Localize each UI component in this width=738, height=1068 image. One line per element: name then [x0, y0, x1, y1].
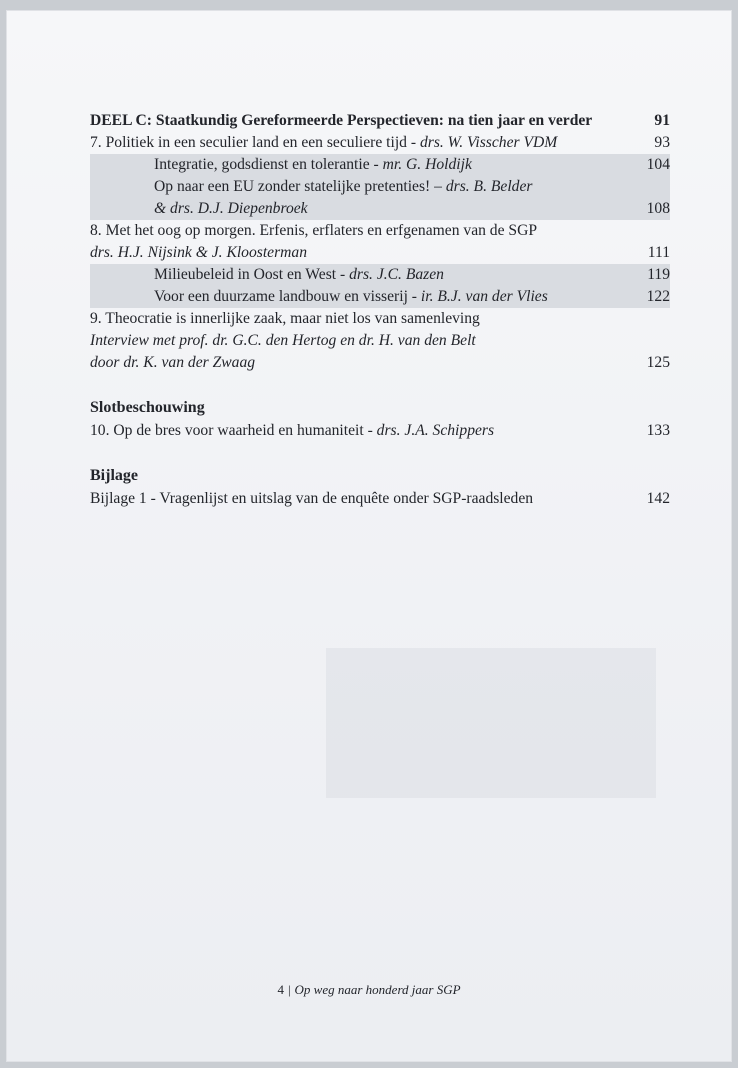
page-footer	[6, 982, 732, 998]
toc-entry-8-authors[interactable]	[90, 242, 670, 264]
toc-author: drs. B. Belder	[445, 178, 533, 195]
section-heading-bijlage: Bijlage	[90, 467, 138, 484]
section-heading-slotbeschouwing: Slotbeschouwing	[90, 399, 205, 416]
toc-entry-9[interactable]	[90, 308, 670, 330]
footer-separator: |	[287, 982, 291, 997]
show-through-band	[326, 648, 656, 798]
toc-entry-8a[interactable]	[90, 264, 670, 286]
toc-entry-8[interactable]	[90, 220, 670, 242]
toc-author: mr. G. Holdijk	[382, 156, 472, 173]
toc-title: DEEL C: Staatkundig Gereformeerde Perspectieven: na tien jaar en verder	[90, 112, 593, 129]
toc-entry-bijlage-1[interactable]	[90, 488, 670, 510]
toc-page-number: 91	[654, 112, 670, 129]
toc-title: 9. Theocratie is innerlijke zaak, maar niet los van samenleving	[90, 310, 480, 327]
toc-page-number: 104	[646, 156, 670, 173]
toc-author: ir. B.J. van der Vlies	[420, 288, 548, 305]
footer-book-title: Op weg naar honderd jaar SGP	[294, 982, 461, 997]
toc-title: Integratie, godsdienst en tolerantie - mr. G. Holdijk	[154, 156, 472, 173]
toc-title: Op naar een EU zonder statelijke pretenties! – drs. B. Belder	[154, 178, 533, 195]
toc-page-number: 122	[646, 288, 670, 305]
toc-page-number: 133	[646, 422, 670, 439]
toc-author: Interview met prof. dr. G.C. den Hertog en dr. H. van den Belt	[90, 332, 476, 349]
toc-author: drs. J.C. Bazen	[349, 266, 444, 283]
toc-page-number: 125	[646, 354, 670, 371]
toc-entry-7b[interactable]	[90, 176, 670, 198]
footer-page-number: 4	[277, 982, 284, 997]
table-of-contents	[90, 110, 670, 510]
toc-entry-10[interactable]	[90, 420, 670, 442]
toc-entry-7a[interactable]	[90, 154, 670, 176]
toc-page-number: 93	[654, 134, 670, 151]
toc-entry-7b-continued[interactable]	[90, 198, 670, 220]
toc-page-number: 142	[646, 490, 670, 507]
toc-entry-7[interactable]	[90, 132, 670, 154]
toc-title: Bijlage 1 - Vragenlijst en uitslag van de enquête onder SGP-raadsleden	[90, 490, 534, 507]
toc-entry-9-interview[interactable]	[90, 330, 670, 352]
toc-shaded-group	[90, 154, 670, 220]
toc-entry-9-author[interactable]	[90, 352, 670, 374]
toc-author: drs. W. Visscher VDM	[419, 134, 558, 151]
toc-shaded-group	[90, 264, 670, 308]
toc-title: 7. Politiek in een seculier land en een seculiere tijd - drs. W. Visscher VDM	[90, 134, 558, 151]
page	[6, 10, 732, 1062]
toc-title: 10. Op de bres voor waarheid en humaniteit - drs. J.A. Schippers	[90, 422, 495, 439]
toc-page-number: 108	[646, 200, 670, 217]
toc-title: Voor een duurzame landbouw en visserij - ir. B.J. van der Vlies	[154, 288, 548, 305]
toc-author: drs. H.J. Nijsink & J. Kloosterman	[90, 244, 308, 261]
toc-author: door dr. K. van der Zwaag	[90, 354, 256, 371]
toc-author: & drs. D.J. Diepenbroek	[154, 200, 308, 217]
toc-title: Milieubeleid in Oost en West - drs. J.C. Bazen	[154, 266, 444, 283]
toc-title: 8. Met het oog op morgen. Erfenis, erflaters en erfgenamen van de SGP	[90, 222, 538, 239]
toc-author: drs. J.A. Schippers	[376, 422, 495, 439]
toc-section-deel-c[interactable]	[90, 110, 670, 132]
toc-page-number: 119	[647, 266, 670, 283]
toc-entry-8b[interactable]	[90, 286, 670, 308]
toc-page-number: 111	[647, 244, 670, 261]
